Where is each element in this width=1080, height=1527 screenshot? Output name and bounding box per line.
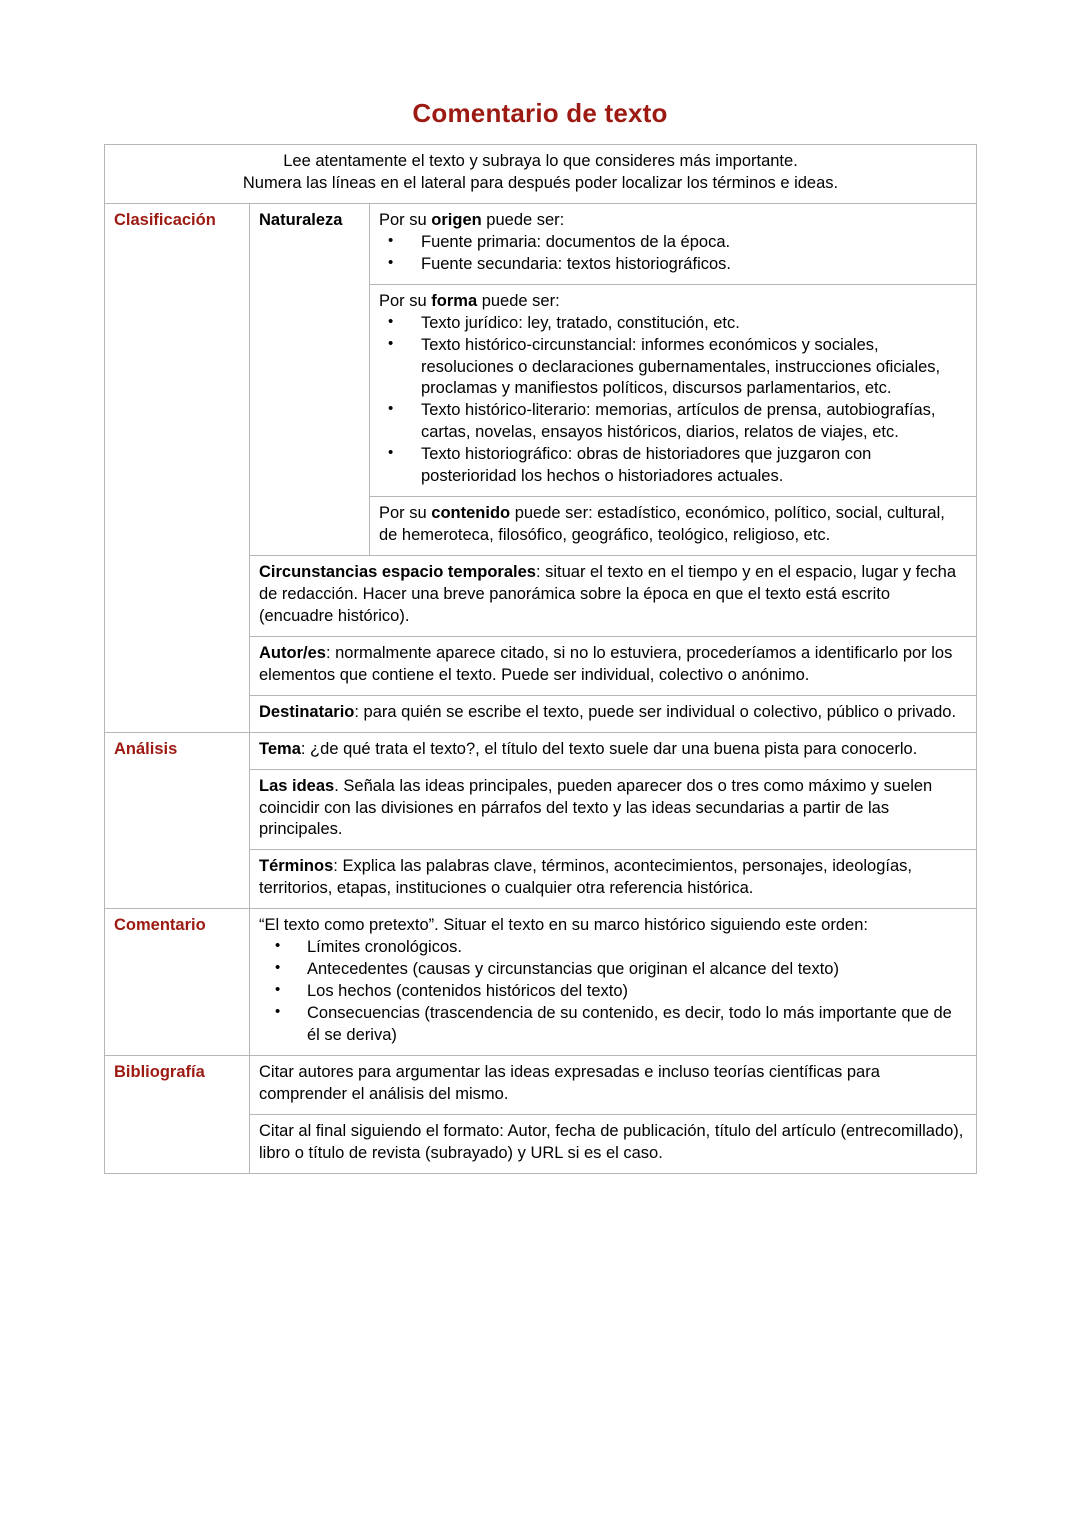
content-cell-bibliografia-1: [250, 1055, 977, 1114]
table-row-naturaleza-origen: [105, 203, 977, 284]
destinatario-term: Destinatario: [259, 702, 355, 721]
category-label-comentario: Comentario: [114, 916, 206, 935]
contenido-lead-pre: Por su: [379, 504, 432, 523]
contenido-text: [379, 503, 967, 547]
category-cell-comentario: [105, 909, 250, 1056]
list-item: • Fuente primaria: documentos de la época.: [379, 232, 967, 254]
list-item: • Texto jurídico: ley, tratado, constitución, etc.: [379, 313, 967, 335]
content-cell-tema: [250, 732, 977, 769]
forma-lead-pre: Por su: [379, 291, 432, 310]
content-cell-circunstancias: [250, 556, 977, 637]
destinatario-text: [259, 702, 967, 724]
tema-text: [259, 739, 967, 761]
subcategory-cell-naturaleza: [250, 203, 370, 555]
category-label-analisis: Análisis: [114, 739, 178, 758]
subcategory-label-naturaleza: Naturaleza: [259, 210, 343, 229]
content-cell-bibliografia-2: [250, 1114, 977, 1173]
destinatario-body: : para quién se escribe el texto, puede ser individual o colectivo, público o privado.: [354, 702, 957, 721]
origen-lead: [379, 210, 967, 232]
autor-term: Autor/es: [259, 643, 326, 662]
list-item: • Texto histórico-circunstancial: informes económicos y sociales, resoluciones o declaraciones gubernamentales, instrucciones oficiales, proclamas y manifiestos políticos, discursos parlamentarios, etc.: [379, 335, 967, 401]
autor-body: : normalmente aparece citado, si no lo estuviera, procederíamos a identificarlo por los elementos que contiene el texto. Puede ser individual, colectivo o anónimo.: [259, 643, 953, 684]
autor-text: [259, 643, 967, 687]
contenido-keyword: contenido: [431, 504, 511, 523]
intro-instructions: [105, 145, 977, 204]
contenido-lead-post: puede ser: estadístico, económico, político, social, cultural, de hemeroteca, filosófico, geográfico, teológico, religioso, etc.: [379, 504, 945, 545]
intro-line-2: Numera las líneas en el lateral para después poder localizar los términos e ideas.: [242, 173, 839, 192]
origen-keyword: origen: [431, 210, 482, 229]
list-item: • Consecuencias (trascendencia de su contenido, es decir, todo lo más importante que de él se deriva): [259, 1003, 967, 1047]
circunstancias-body: : situar el texto en el tiempo y en el espacio, lugar y fecha de redacción. Hacer una breve panorámica sobre la época en que el texto está escrito (encuadre histórico).: [259, 563, 957, 625]
category-label-clasificacion: Clasificación: [114, 210, 216, 229]
bibliografia-text-2: Citar al final siguiendo el formato: Autor, fecha de publicación, título del artículo (entrecomillado), libro o título de revista (subrayado) y URL si es el caso.: [259, 1121, 964, 1162]
forma-lead-post: puede ser:: [477, 291, 560, 310]
terminos-text: [259, 856, 967, 900]
list-item: • Los hechos (contenidos históricos del texto): [259, 981, 967, 1003]
content-cell-contenido: [370, 497, 977, 556]
comentario-lead: “El texto como pretexto”. Situar el texto en su marco histórico siguiendo este orden:: [259, 916, 868, 935]
forma-bullet-list: [379, 313, 967, 489]
ideas-body: . Señala las ideas principales, pueden aparecer dos o tres como máximo y suelen coincidir con las divisiones en párrafos del texto y las ideas secundarias a partir de las principales.: [259, 776, 933, 839]
forma-keyword: forma: [431, 291, 478, 310]
bibliografia-text-1: Citar autores para argumentar las ideas expresadas e incluso teorías científicas para comprender el análisis del mismo.: [259, 1062, 880, 1103]
content-cell-autor: [250, 636, 977, 695]
category-cell-analisis: [105, 732, 250, 909]
content-cell-destinatario: [250, 695, 977, 732]
content-cell-ideas: [250, 769, 977, 850]
list-item: • Texto historiográfico: obras de historiadores que juzgaron con posterioridad los hechos o historiadores actuales.: [379, 444, 967, 488]
forma-lead: [379, 291, 967, 313]
list-item: • Texto histórico-literario: memorias, artículos de prensa, autobiografías, cartas, novelas, ensayos históricos, diarios, relatos de viajes, etc.: [379, 400, 967, 444]
content-cell-comentario: [250, 909, 977, 1056]
table-row-intro: [105, 145, 977, 204]
origen-lead-post: puede ser:: [481, 210, 565, 229]
table-row-bibliografia-1: [105, 1055, 977, 1114]
circunstancias-text: [259, 562, 967, 628]
terminos-body: : Explica las palabras clave, términos, acontecimientos, personajes, ideologías, territorios, etapas, instituciones o cualquier otra referencia histórica.: [259, 857, 912, 898]
comentario-de-texto-table: [104, 144, 977, 1174]
list-item: • Fuente secundaria: textos historiográficos.: [379, 254, 967, 276]
category-cell-bibliografia: [105, 1055, 250, 1173]
intro-line-1: Lee atentamente el texto y subraya lo que consideres más importante.: [283, 152, 798, 170]
terminos-term: Términos: [259, 857, 334, 876]
comentario-bullet-list: [259, 937, 967, 1047]
origen-bullet-list: [379, 232, 967, 276]
list-item: • Límites cronológicos.: [259, 937, 967, 959]
category-label-bibliografia: Bibliografía: [114, 1062, 205, 1081]
list-item: • Antecedentes (causas y circunstancias que originan el alcance del texto): [259, 959, 967, 981]
table-row-tema: [105, 732, 977, 769]
tema-term: Tema: [259, 739, 301, 758]
content-cell-origen: [370, 203, 977, 284]
ideas-text: [259, 776, 967, 842]
content-cell-terminos: [250, 850, 977, 909]
table-row-comentario: [105, 909, 977, 1056]
ideas-term: Las ideas: [259, 776, 335, 795]
page-title: Comentario de texto: [412, 98, 668, 128]
category-cell-clasificacion: [105, 203, 250, 732]
circunstancias-term: Circunstancias espacio temporales: [259, 563, 536, 581]
origen-lead-pre: Por su: [379, 210, 432, 229]
tema-body: : ¿de qué trata el texto?, el título del texto suele dar una buena pista para conocerlo.: [300, 739, 918, 758]
content-cell-forma: [370, 284, 977, 496]
